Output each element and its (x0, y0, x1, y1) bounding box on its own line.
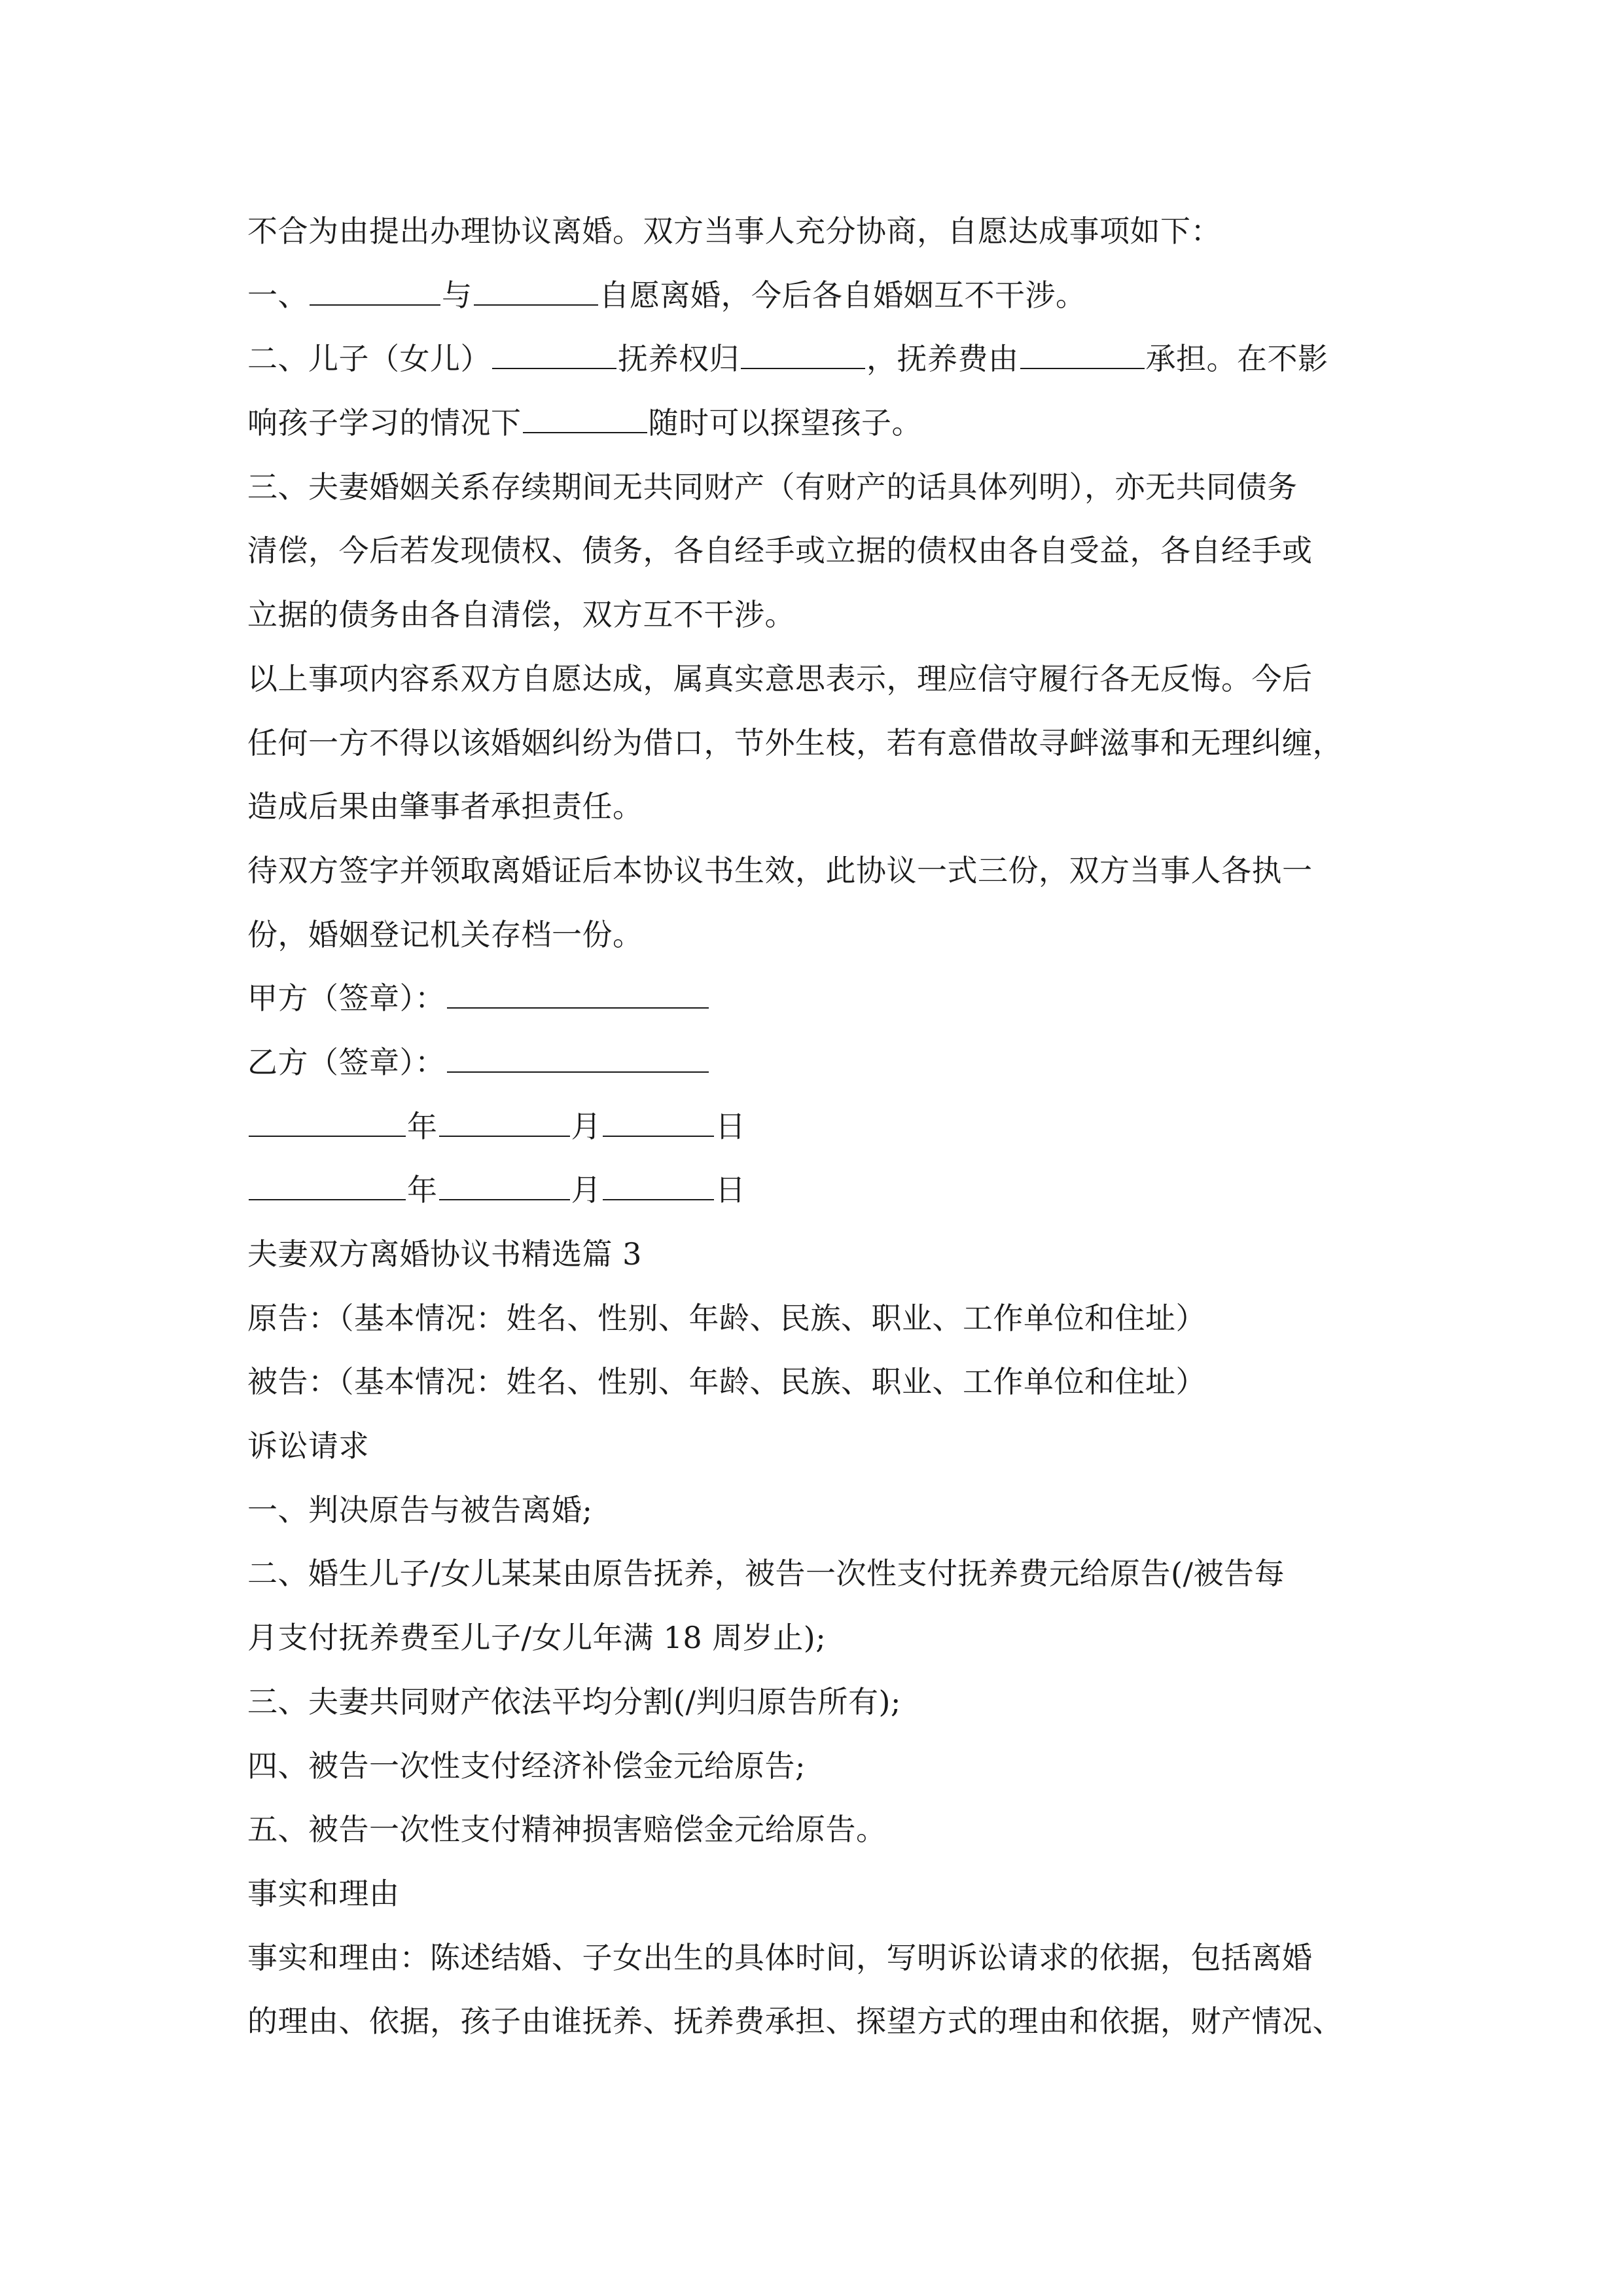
text: 一、 (247, 277, 308, 313)
text: ，抚养费由 (866, 341, 1019, 377)
date-line (247, 1095, 1380, 1159)
paragraph-line (247, 839, 1380, 903)
signature-blank[interactable] (447, 977, 709, 1009)
text: 一、判决原告与被告离婚; (247, 1492, 593, 1528)
subheading (247, 1862, 1380, 1926)
paragraph-line (247, 647, 1380, 711)
text: 二、儿子（女儿） (247, 341, 491, 377)
text: 四、被告一次性支付经济补偿金元给原告; (247, 1748, 806, 1784)
signature-blank[interactable] (447, 1041, 709, 1073)
text: 三、夫妻婚姻关系存续期间无共同财产（有财产的话具体列明），亦无共同债务 (247, 469, 1298, 505)
paragraph-line (247, 1990, 1380, 2054)
paragraph-line (247, 711, 1380, 776)
text: 造成后果由肇事者承担责任。 (247, 789, 643, 825)
text: 月 (571, 1172, 601, 1208)
text: 甲方（签章）： (247, 980, 446, 1016)
clause-2 (247, 327, 1380, 391)
month-blank[interactable] (439, 1105, 570, 1137)
text: 抚养权归 (618, 341, 740, 377)
fill-in-blank[interactable] (492, 338, 616, 369)
text: 原告：（基本情况：姓名、性别、年龄、民族、职业、工作单位和住址） (247, 1300, 1206, 1336)
paragraph-line (247, 1287, 1380, 1351)
text: 年 (407, 1108, 438, 1144)
paragraph-line (247, 456, 1380, 520)
section-title (247, 1223, 1380, 1287)
clause-1 (247, 264, 1380, 328)
text: 事实和理由 (247, 1875, 400, 1911)
text: 与 (442, 277, 473, 313)
paragraph-line (247, 519, 1380, 583)
date-line (247, 1158, 1380, 1223)
text: 被告：（基本情况：姓名、性别、年龄、民族、职业、工作单位和住址） (247, 1364, 1206, 1400)
fill-in-blank[interactable] (741, 338, 865, 369)
day-blank[interactable] (603, 1105, 714, 1137)
text: 待双方签字并领取离婚证后本协议书生效，此协议一式三份，双方当事人各执一 (247, 852, 1313, 888)
paragraph-line (247, 1479, 1380, 1543)
text: 月支付抚养费至儿子/女儿年满 18 周岁止); (247, 1620, 827, 1656)
day-blank[interactable] (603, 1169, 714, 1200)
text: 事实和理由：陈述结婚、子女出生的具体时间，写明诉讼请求的依据，包括离婚 (247, 1939, 1313, 1975)
text: 二、婚生儿子/女儿某某由原告抚养，被告一次性支付抚养费元给原告(/被告每 (247, 1556, 1285, 1592)
paragraph-line (247, 1926, 1380, 1990)
paragraph-line (247, 1670, 1380, 1734)
year-blank[interactable] (249, 1169, 406, 1200)
text: 夫妻双方离婚协议书精选篇 3 (247, 1236, 642, 1272)
paragraph-line (247, 1798, 1380, 1862)
clause-2-cont (247, 391, 1380, 456)
text: 响孩子学习的情况下 (247, 405, 522, 441)
text: 五、被告一次性支付精神损害赔偿金元给原告。 (247, 1812, 887, 1848)
text: 随时可以探望孩子。 (648, 405, 922, 441)
fill-in-blank[interactable] (474, 274, 598, 306)
paragraph-line (247, 1542, 1380, 1606)
text: 自愿离婚，今后各自婚姻互不干涉。 (599, 277, 1086, 313)
fill-in-blank[interactable] (523, 402, 647, 433)
text: 承担。在不影 (1145, 341, 1329, 377)
month-blank[interactable] (439, 1169, 570, 1200)
subheading (247, 1414, 1380, 1479)
party-a-signature (247, 967, 1380, 1031)
text: 清偿，今后若发现债权、债务，各自经手或立据的债权由各自受益，各自经手或 (247, 533, 1313, 569)
text: 日 (715, 1108, 746, 1144)
fill-in-blank[interactable] (310, 274, 440, 306)
paragraph-line (247, 1606, 1380, 1670)
text: 日 (715, 1172, 746, 1208)
text: 三、夫妻共同财产依法平均分割(/判归原告所有); (247, 1683, 901, 1719)
text: 月 (571, 1108, 601, 1144)
text: 以上事项内容系双方自愿达成，属真实意思表示，理应信守履行各无反悔。今后 (247, 660, 1313, 696)
paragraph-line (247, 1350, 1380, 1414)
year-blank[interactable] (249, 1105, 406, 1137)
paragraph-line (247, 200, 1380, 264)
text: 任何一方不得以该婚姻纠纷为借口，节外生枝，若有意借故寻衅滋事和无理纠缠， (247, 725, 1343, 761)
fill-in-blank[interactable] (1020, 338, 1145, 369)
document-page (247, 200, 1380, 2054)
paragraph-line (247, 775, 1380, 839)
paragraph-line (247, 583, 1380, 647)
party-b-signature (247, 1031, 1380, 1095)
text: 乙方（签章）： (247, 1044, 446, 1080)
text: 的理由、依据，孩子由谁抚养、抚养费承担、探望方式的理由和依据，财产情况、 (247, 2003, 1343, 2039)
text: 立据的债务由各自清偿，双方互不干涉。 (247, 597, 795, 633)
paragraph-line (247, 1734, 1380, 1799)
text: 不合为由提出办理协议离婚。双方当事人充分协商，自愿达成事项如下： (247, 213, 1221, 249)
text: 诉讼请求 (247, 1428, 369, 1464)
text: 份，婚姻登记机关存档一份。 (247, 916, 643, 952)
text: 年 (407, 1172, 438, 1208)
paragraph-line (247, 903, 1380, 967)
